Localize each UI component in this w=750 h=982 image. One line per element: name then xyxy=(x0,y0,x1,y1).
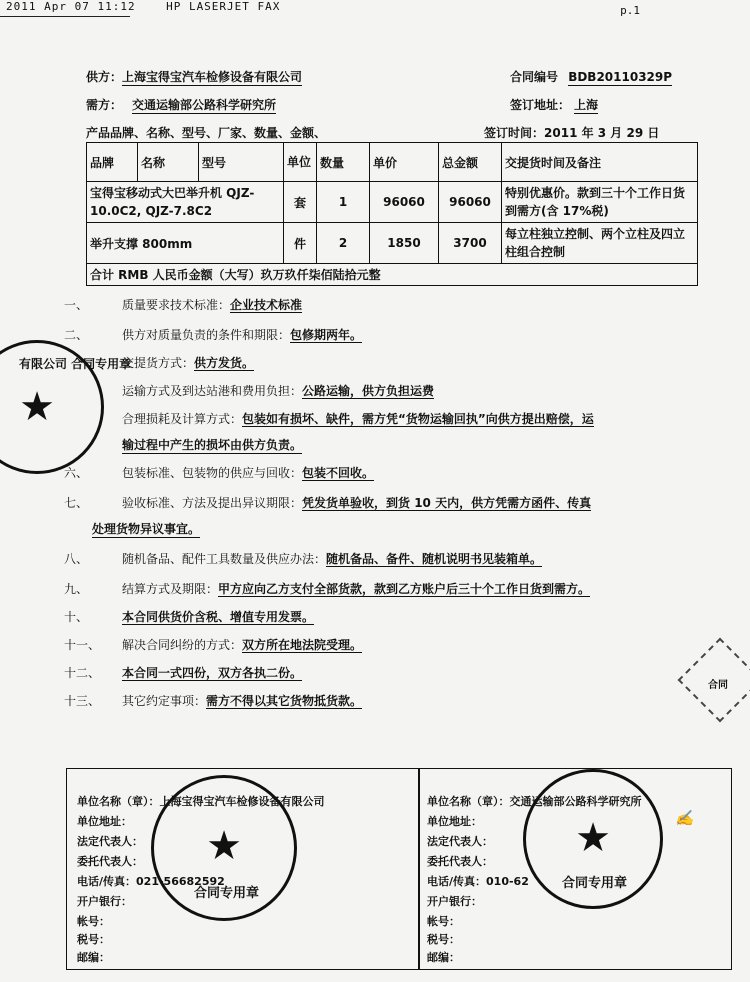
sign-time-label: 签订时间： xyxy=(484,126,545,140)
clause-13: 十三、 其它约定事项：需方不得以其它货物抵货款。 xyxy=(64,694,363,708)
buyer-agent: 委托代表人： xyxy=(427,855,493,868)
buyer-post: 邮编： xyxy=(427,951,460,964)
contract-no-line xyxy=(510,68,672,85)
buyer-phone: 电话/传真：010-62 xyxy=(427,875,529,888)
sup-address: 单位地址： xyxy=(77,815,132,828)
sign-place-label: 签订地址： xyxy=(510,98,571,112)
star-icon: ★ xyxy=(575,815,611,861)
clause-11: 十一、 解决合同纠纷的方式：双方所在地法院受理。 xyxy=(64,638,363,652)
table-header-row xyxy=(87,143,698,182)
col-brand: 品牌 xyxy=(87,143,138,182)
row-1-price: 96060 xyxy=(370,182,439,223)
clause-6: 六、 包装标准、包装物的供应与回收：包装不回收。 xyxy=(64,466,375,480)
row-1-total: 96060 xyxy=(439,182,502,223)
sign-time: 2011 年 3 月 29 日 xyxy=(544,126,660,140)
buyer-account: 帐号： xyxy=(427,915,460,928)
buyer-unit-name: 单位名称（章）：交通运输部公路科学研究所 xyxy=(427,795,642,808)
clause-7-continuation: 处理货物异议事宜。 xyxy=(92,522,201,536)
row-1-qty: 1 xyxy=(317,182,370,223)
buyer-address: 单位地址： xyxy=(427,815,482,828)
buyer-label: 需方： xyxy=(86,98,123,112)
col-unit: 单位 xyxy=(284,143,317,182)
row-1-unit: 套 xyxy=(284,182,317,223)
sup-agent: 委托代表人： xyxy=(77,855,143,868)
col-model: 型号 xyxy=(199,143,284,182)
clause-12: 十二、 本合同一式四份，双方各执二份。 xyxy=(64,666,303,680)
clause-7: 七、 验收标准、方法及提出异议期限：凭发货单验收，到货 10 天内，供方凭需方函件、传真 xyxy=(64,496,592,510)
supplier-line xyxy=(86,68,302,85)
clause-5-continuation: 输过程中产生的损坏由供方负责。 xyxy=(122,438,303,452)
row-1-note: 特别优惠价。款到三十个工作日货到需方(含 17%税) xyxy=(502,182,698,223)
sup-unit-name: 单位名称（章）：上海宝得宝汽车检修设备有限公司 xyxy=(77,795,325,808)
sup-phone: 电话/传真：021-56682592 xyxy=(77,875,225,888)
clause-8: 八、 随机备品、配件工具数量及供应办法：随机备品、备件、随机说明书见装箱单。 xyxy=(64,552,543,566)
clause-4: 运输方式及到达站港和费用负担：公路运输，供方负担运费 xyxy=(122,384,435,398)
fax-rule xyxy=(0,16,130,17)
col-qty: 数量 xyxy=(317,143,370,182)
buyer-name: 交通运输部公路科学研究所 xyxy=(132,98,277,112)
row-2-total: 3700 xyxy=(439,223,502,264)
fax-header: 2011 Apr 07 11:12 HP LASERJET FAX xyxy=(6,0,281,13)
clause-9: 九、 结算方式及期限：甲方应向乙方支付全部货款，款到乙方账户后三十个工作日货到需方。 xyxy=(64,582,591,596)
col-total: 总金额 xyxy=(439,143,502,182)
buyer-line xyxy=(86,96,276,113)
row-2-note: 每立柱独立控制、两个立柱及四立柱组合控制 xyxy=(502,223,698,264)
contract-no: BDB20110329P xyxy=(568,70,673,84)
fax-page-number: p.1 xyxy=(620,4,640,17)
buyer-legal-rep: 法定代表人： xyxy=(427,835,493,848)
sign-time-line xyxy=(484,124,659,141)
product-line: 产品品牌、名称、型号、厂家、数量、金额、 xyxy=(86,126,327,140)
clause-3: 交提货方式：供方发货。 xyxy=(122,356,255,370)
buyer-bank: 开户银行： xyxy=(427,895,482,908)
margin-stamp-text: 有限公司 合同专用章 xyxy=(19,357,132,371)
sign-place-line xyxy=(510,96,598,113)
table-row xyxy=(87,182,698,223)
clause-10: 十、 本合同供货价含税、增值专用发票。 xyxy=(64,610,315,624)
row-2-name: 举升支撑 800mm xyxy=(87,223,284,264)
sup-account: 帐号： xyxy=(77,915,110,928)
col-price: 单价 xyxy=(370,143,439,182)
col-note: 交提货时间及备注 xyxy=(502,143,698,182)
table-row xyxy=(87,223,698,264)
signature-box-buyer xyxy=(418,768,732,970)
handwritten-signature: ✍ xyxy=(675,809,694,827)
sign-place: 上海 xyxy=(574,98,599,112)
sup-tax: 税号： xyxy=(77,933,110,946)
total-amount: 合计 RMB 人民币金额（大写）玖万玖仟柒佰陆拾元整 xyxy=(87,264,698,286)
supplier-name: 上海宝得宝汽车检修设备有限公司 xyxy=(122,70,303,84)
row-1-name: 宝得宝移动式大巴举升机 QJZ-10.0C2, QJZ-7.8C2 xyxy=(87,182,284,223)
clause-1: 一、 质量要求技术标准：企业技术标准 xyxy=(64,298,303,312)
buyer-contract-stamp xyxy=(523,769,663,909)
sup-bank: 开户银行： xyxy=(77,895,132,908)
supplier-contract-stamp xyxy=(151,775,297,921)
side-stamp-text: 合同 xyxy=(708,680,728,691)
supplier-label: 供方： xyxy=(86,70,123,84)
sup-legal-rep: 法定代表人： xyxy=(77,835,143,848)
margin-company-stamp xyxy=(0,340,132,474)
star-icon: ★ xyxy=(19,384,55,430)
signature-box-supplier xyxy=(66,768,420,970)
sup-post: 邮编： xyxy=(77,951,110,964)
clause-5: 合理损耗及计算方式：包装如有损坏、缺件，需方凭“货物运输回执”向供方提出赔偿，运 xyxy=(122,412,594,426)
star-icon: ★ xyxy=(206,823,242,869)
row-2-price: 1850 xyxy=(370,223,439,264)
buyer-tax: 税号： xyxy=(427,933,460,946)
row-2-unit: 件 xyxy=(284,223,317,264)
supplier-stamp-text: 合同专用章 xyxy=(194,886,260,901)
buyer-stamp-text: 合同专用章 xyxy=(562,876,628,891)
row-2-qty: 2 xyxy=(317,223,370,264)
col-name: 名称 xyxy=(138,143,199,182)
goods-table xyxy=(86,142,698,286)
clause-2: 二、 供方对质量负责的条件和期限：包修期两年。 xyxy=(64,328,363,342)
table-total-row xyxy=(87,264,698,286)
contract-no-label: 合同编号 xyxy=(510,70,559,84)
